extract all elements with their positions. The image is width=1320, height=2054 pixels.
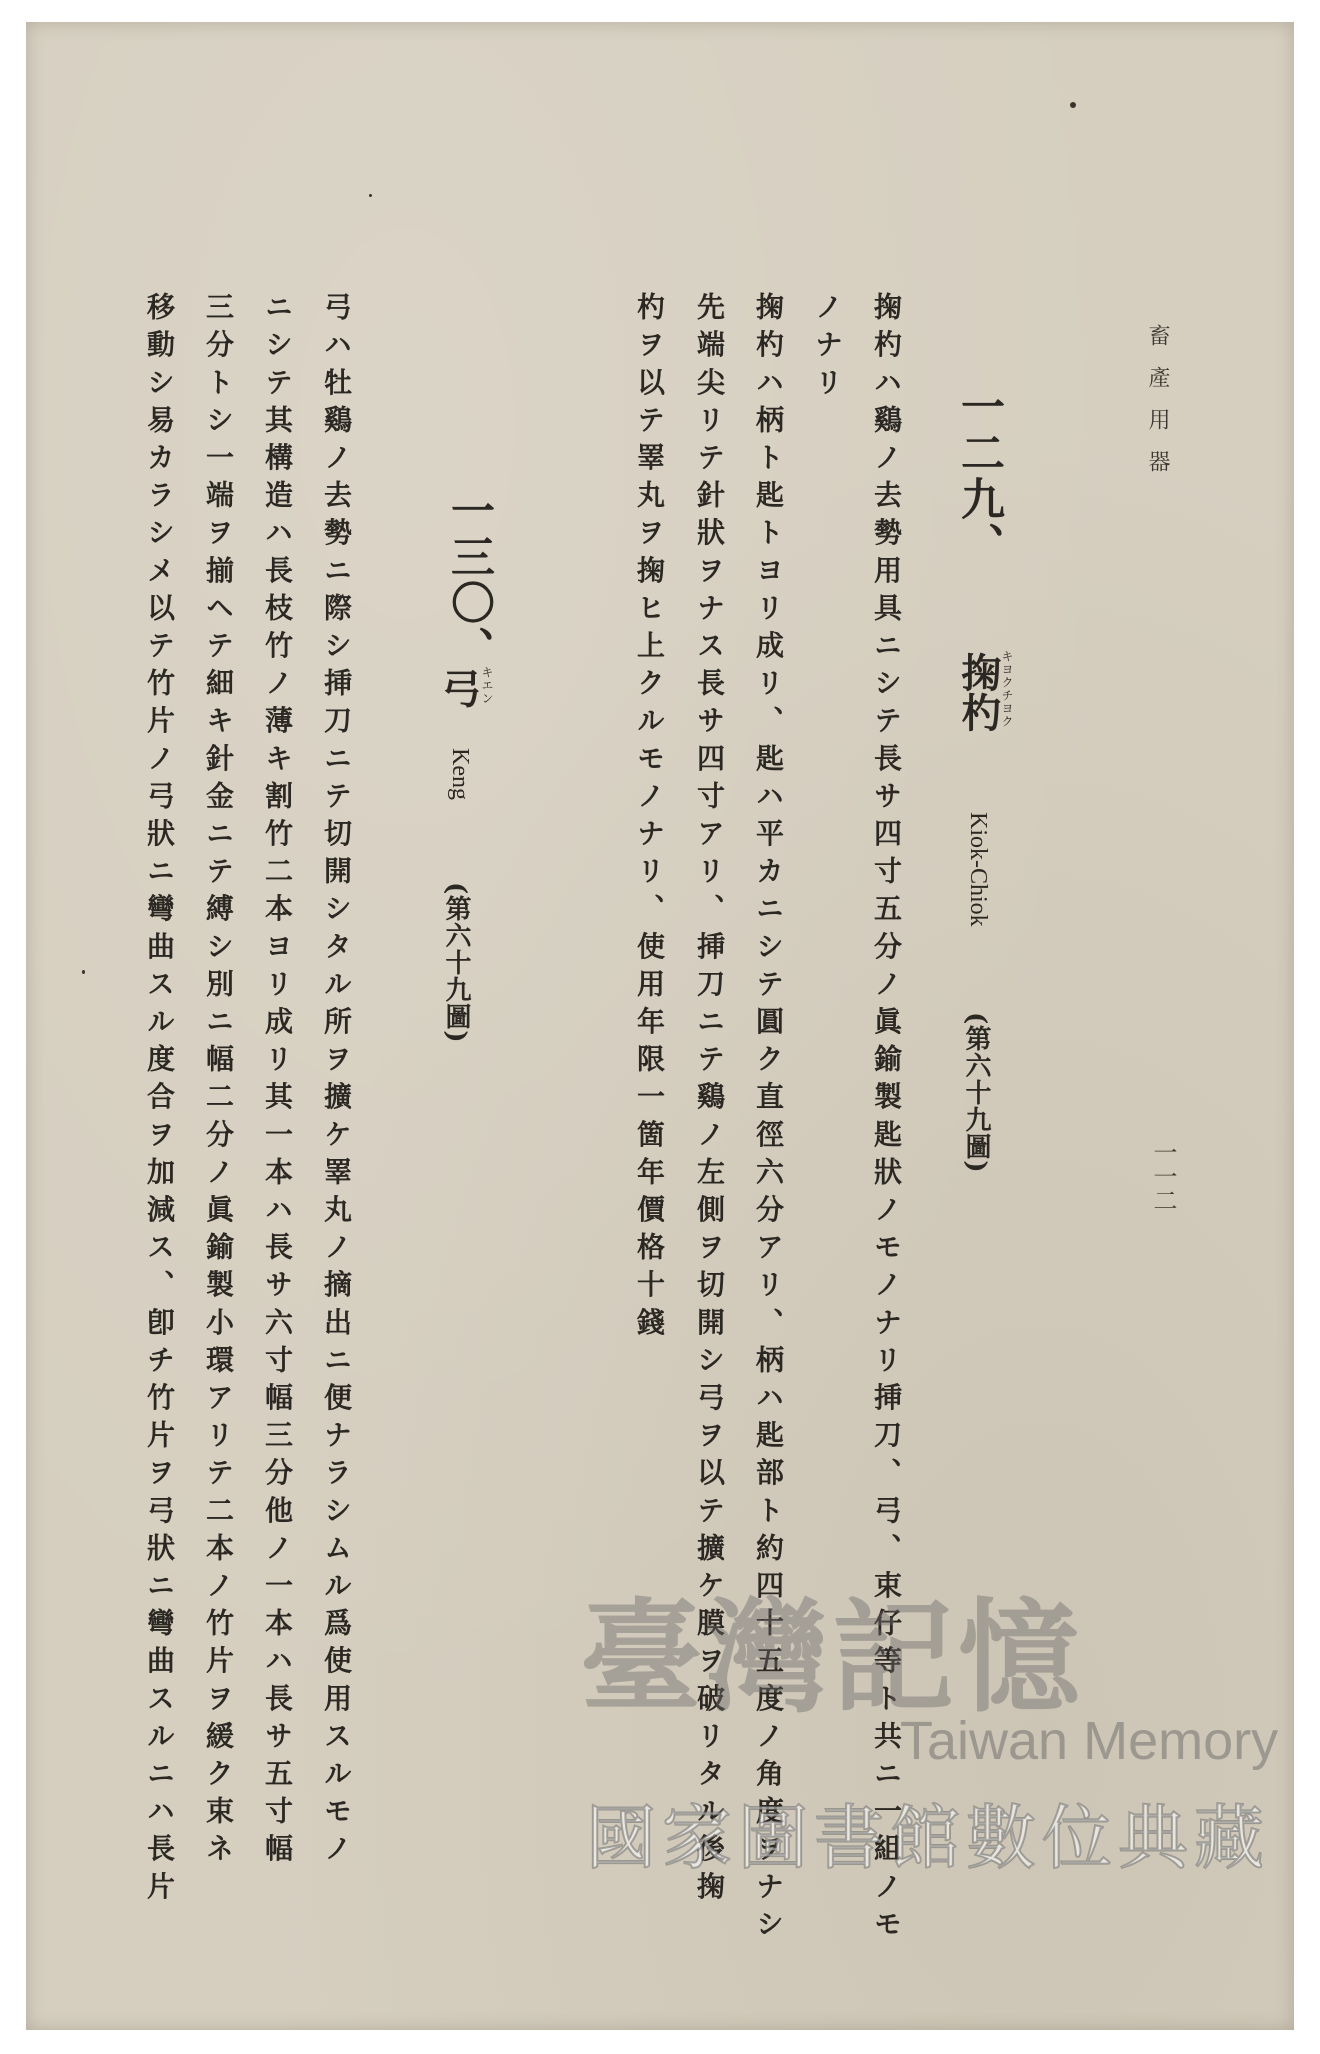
running-head: 畜產用器 (1145, 324, 1170, 492)
paper-speck (369, 194, 372, 197)
entry-130-romanized: Keng (447, 748, 473, 800)
entry-129-romanized: Kiok-Chiok (965, 812, 991, 927)
entry-129-number: 一二九、 (953, 384, 1004, 568)
entry-129-line-2: ノナリ (811, 292, 844, 405)
entry-129-line-5: 杓ヲ以テ睪丸ヲ掬ヒ上クルモノナリ、使用年限一箇年價格十錢 (633, 292, 666, 1345)
entry-130-line-3: 三分トシ一端ヲ揃ヘテ細キ針金ニテ縛シ別ニ幅二分ノ眞鍮製小環アリテ二本ノ竹片ヲ緩ク束ネ (202, 292, 235, 1872)
entry-130-reading: キエン (480, 666, 494, 705)
watermark-main-text: 臺灣記憶 (580, 1585, 1084, 1729)
entry-130-number: 一三〇、 (443, 488, 494, 672)
entry-129-reading: キヨクチヨク (1000, 650, 1014, 728)
page-number: 一一二 (1149, 1140, 1177, 1212)
entry-130-title: 弓 (435, 668, 482, 708)
entry-129-title: 掬杓 (955, 652, 1002, 732)
entry-129-line-3: 掬杓ハ柄ト匙トヨリ成リ、匙ハ平カニシテ圓ク直徑六分アリ、柄ハ匙部ト約四十五度ノ角度ヲナシ (752, 292, 785, 1947)
paper-speck (82, 970, 85, 974)
watermark-sub-text: Taiwan Memory (900, 1711, 1279, 1771)
entry-130-figure-ref: (第六十九圖) (441, 882, 471, 1044)
watermark-org-text: 國家圖書館數位典藏 (586, 1797, 1270, 1879)
entry-129-line-1: 掬杓ハ鷄ノ去勢用具ニシテ長サ四寸五分ノ眞鍮製匙狀ノモノナリ挿刀、弓、束仔等ト共ニ一組ノモ (870, 292, 903, 1947)
entry-129-line-4: 先端尖リテ針狀ヲナス長サ四寸アリ、挿刀ニテ鷄ノ左側ヲ切開シ弓ヲ以テ擴ケ膜ヲ破リタル後掬 (693, 292, 726, 1909)
entry-130-line-4: 移動シ易カラシメ以テ竹片ノ弓狀ニ彎曲スル度合ヲ加減ス、卽チ竹片ヲ弓狀ニ彎曲スルニハ長片 (143, 292, 176, 1909)
entry-130-line-1: 弓ハ牡鷄ノ去勢ニ際シ挿刀ニテ切開シタル所ヲ擴ケ睪丸ノ摘出ニ便ナラシムル爲使用スルモノ (320, 292, 353, 1872)
paper-speck (1070, 102, 1076, 108)
watermark (570, 1560, 1279, 1890)
entry-130-line-2: ニシテ其構造ハ長枝竹ノ薄キ割竹二本ヨリ成リ其一本ハ長サ六寸幅三分他ノ一本ハ長サ五寸幅 (261, 292, 294, 1872)
entry-129-figure-ref: (第六十九圖) (961, 1012, 991, 1174)
